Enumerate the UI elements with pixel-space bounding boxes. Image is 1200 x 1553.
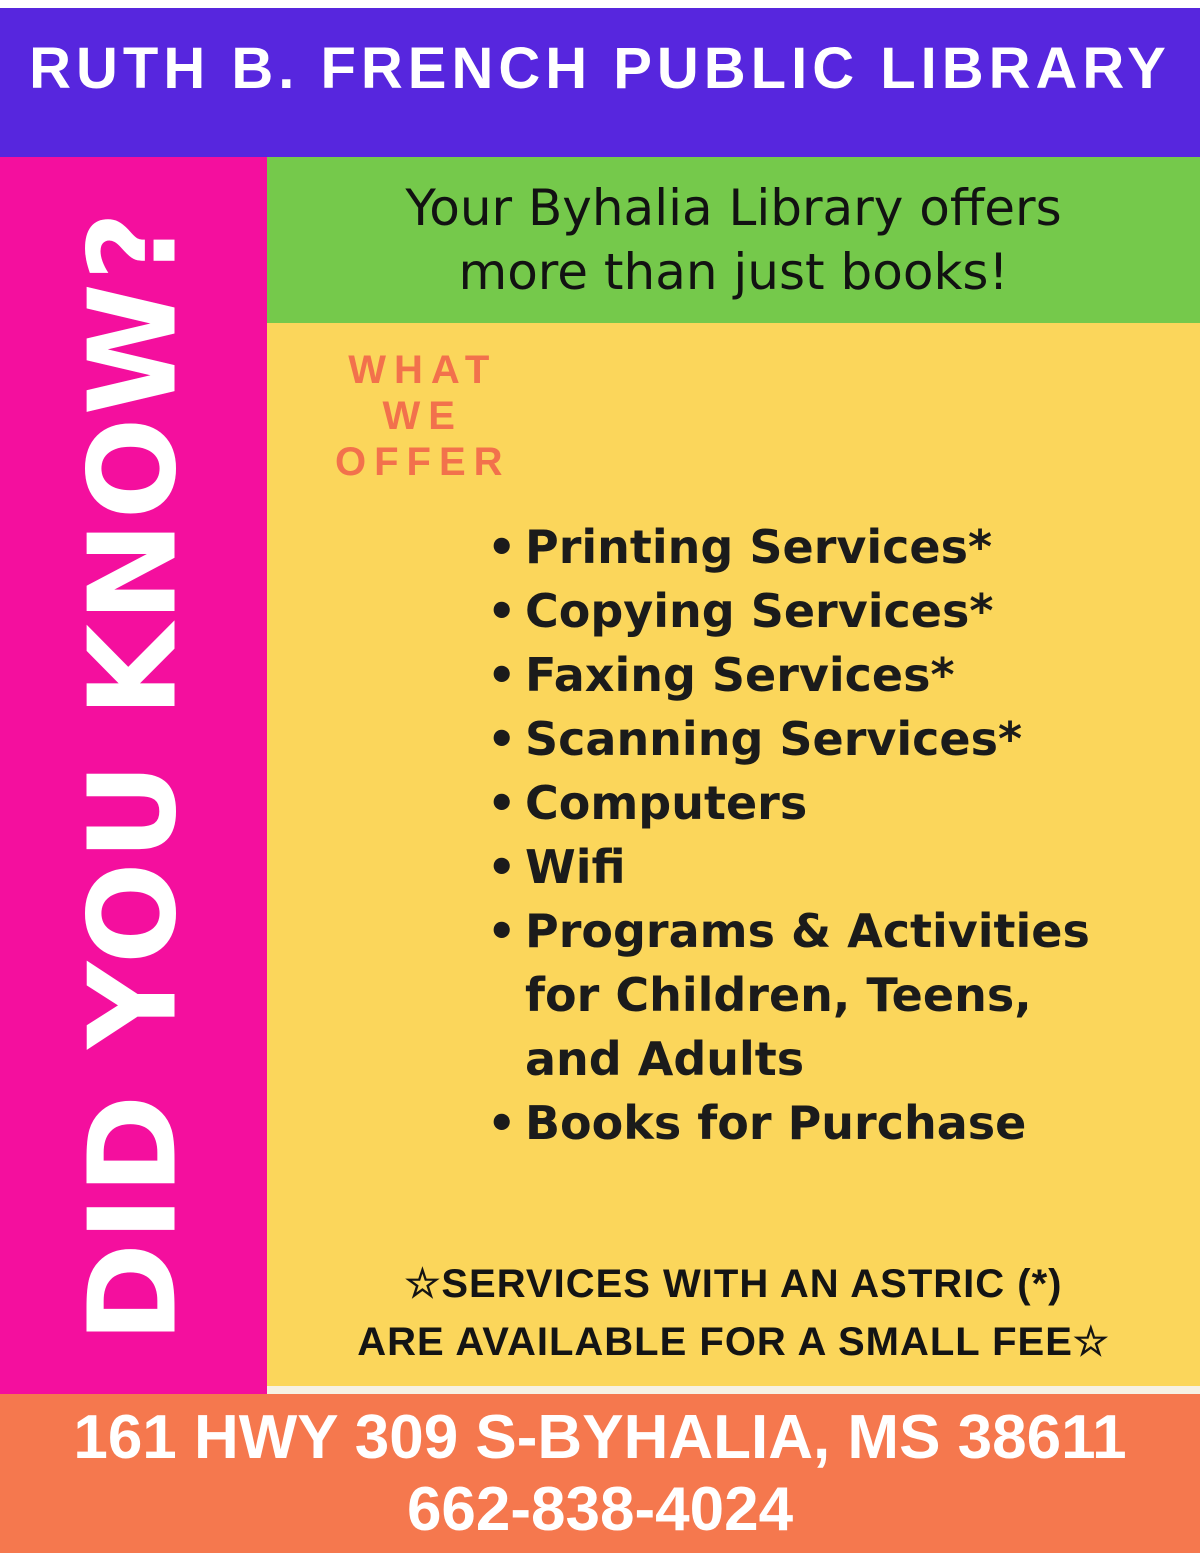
tagline-line1: Your Byhalia Library offers — [405, 179, 1062, 237]
offer-heading-line3: OFFER — [335, 440, 511, 484]
main-column — [267, 157, 1200, 1394]
address-text: 161 HWY 309 S-BYHALIA, MS 38611 — [73, 1402, 1127, 1472]
list-item: • Copying Services* — [487, 579, 1105, 643]
did-you-know-vertical-text: DID YOU KNOW? — [64, 209, 203, 1342]
phone-text: 662-838-4024 — [406, 1474, 794, 1544]
tagline-line2: more than just books! — [458, 243, 1009, 301]
fee-footnote-line2: ARE AVAILABLE FOR A SMALL FEE☆ — [357, 1320, 1110, 1364]
list-item: • Scanning Services* — [487, 707, 1105, 771]
list-item: • Computers — [487, 771, 1105, 835]
footer-banner — [0, 1394, 1200, 1553]
list-item: • Programs & Activities for Children, Teens, and Adults — [487, 899, 1105, 1091]
offer-heading-line1: WHAT — [348, 348, 498, 392]
list-item: • Wifi — [487, 835, 1105, 899]
did-you-know-sidebar — [0, 157, 267, 1394]
library-title: RUTH B. FRENCH PUBLIC LIBRARY — [29, 36, 1171, 101]
list-item: • Faxing Services* — [487, 643, 1105, 707]
fee-footnote — [267, 1255, 1200, 1371]
offer-heading — [335, 347, 511, 485]
tagline-banner — [267, 157, 1200, 323]
offer-heading-line2: WE — [382, 394, 463, 438]
list-item: • Books for Purchase — [487, 1091, 1105, 1155]
list-item: • Printing Services* — [487, 515, 1105, 579]
content-row — [0, 157, 1200, 1394]
offer-section — [267, 323, 1200, 1394]
offer-list — [267, 515, 1200, 1155]
fee-footnote-line1: ☆SERVICES WITH AN ASTRIC (*) — [404, 1262, 1063, 1306]
header-banner — [0, 8, 1200, 157]
